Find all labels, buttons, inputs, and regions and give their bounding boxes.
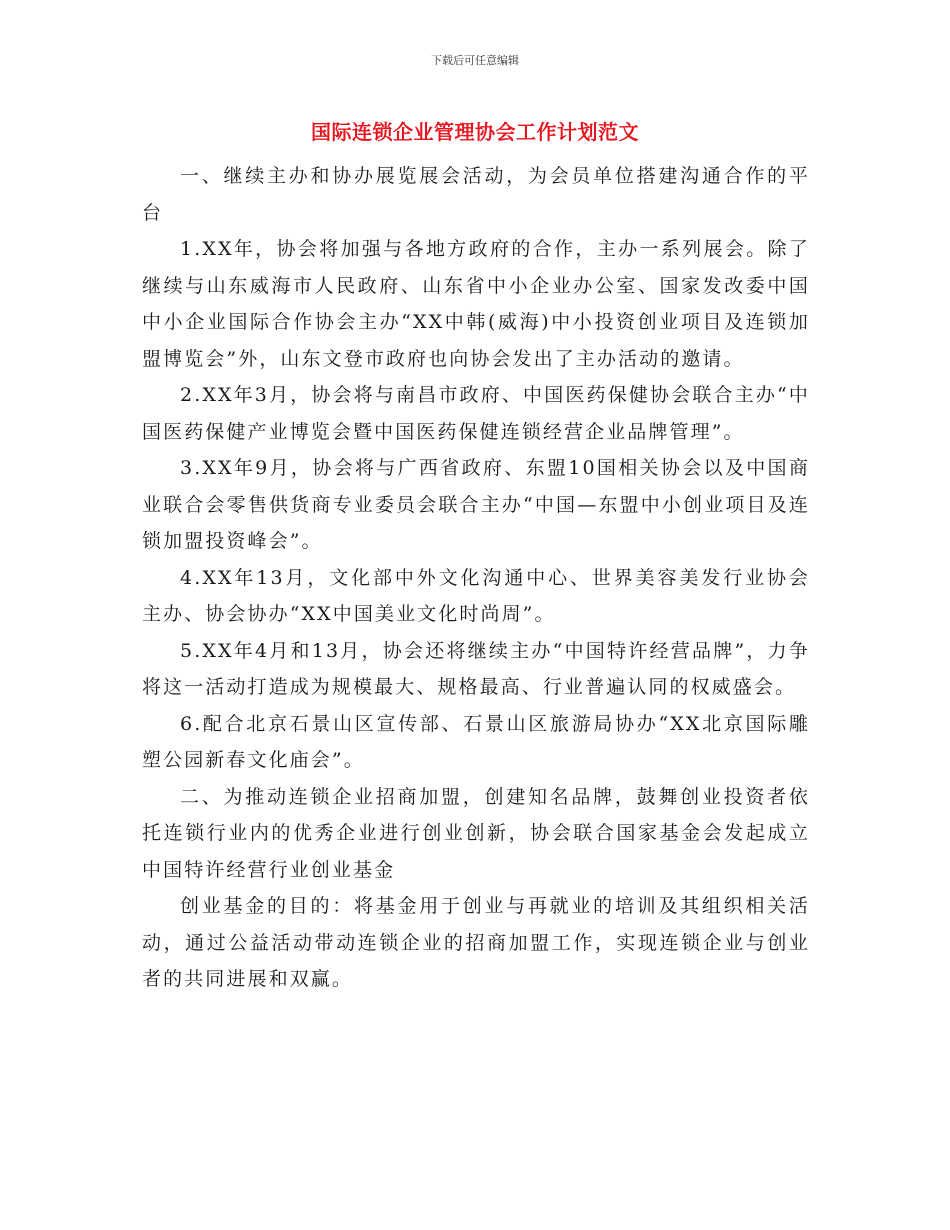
document-body — [142, 158, 810, 998]
paragraph-item-2: 2.XX年3月，协会将与南昌市政府、中国医药保健协会联合主办“中国医药保健产业博览会暨中国医药保健连锁经营企业品牌管理”。 — [142, 384, 810, 443]
paragraph-fund-purpose: 创业基金的目的：将基金用于创业与再就业的培训及其组织相关活动，通过公益活动带动连锁企业的招商加盟工作，实现连锁企业与创业者的共同进展和双赢。 — [142, 895, 810, 990]
paragraph-item-4: 4.XX年13月，文化部中外文化沟通中心、世界美容美发行业协会主办、协会协办“XX中国美业文化时尚周”。 — [142, 566, 810, 625]
paragraph-item-5: 5.XX年4月和13月，协会还将继续主办“中国特许经营品牌”，力争将这一活动打造成为规模最大、规格最高、行业普遍认同的权威盛会。 — [142, 639, 810, 698]
section-heading-2: 二、为推动连锁企业招商加盟，创建知名品牌，鼓舞创业投资者依托连锁行业内的优秀企业进行创业创新，协会联合国家基金会发起成立中国特许经营行业创业基金 — [142, 785, 810, 881]
paragraph-item-1: 1.XX年，协会将加强与各地方政府的合作，主办一系列展会。除了继续与山东威海市人民政府、山东省中小企业办公室、国家发改委中国中小企业国际合作协会主办“XX中韩(威海)中小投资创业项目及连锁加盟博览会”外，山东文登市政府也向协会发出了主办活动的邀请。 — [142, 238, 810, 370]
paragraph-item-6: 6.配合北京石景山区宣传部、石景山区旅游局协办“XX北京国际雕塑公园新春文化庙会”。 — [142, 712, 810, 771]
paragraph-item-3: 3.XX年9月，协会将与广西省政府、东盟10国相关协会以及中国商业联合会零售供货商专业委员会联合主办“中国—东盟中小创业项目及连锁加盟投资峰会”。 — [142, 457, 810, 552]
section-heading-1: 一、继续主办和协办展览展会活动，为会员单位搭建沟通合作的平台 — [142, 165, 810, 224]
document-title: 国际连锁企业管理协会工作计划范文 — [311, 120, 639, 144]
header-note: 下载后可任意编辑 — [431, 54, 519, 67]
